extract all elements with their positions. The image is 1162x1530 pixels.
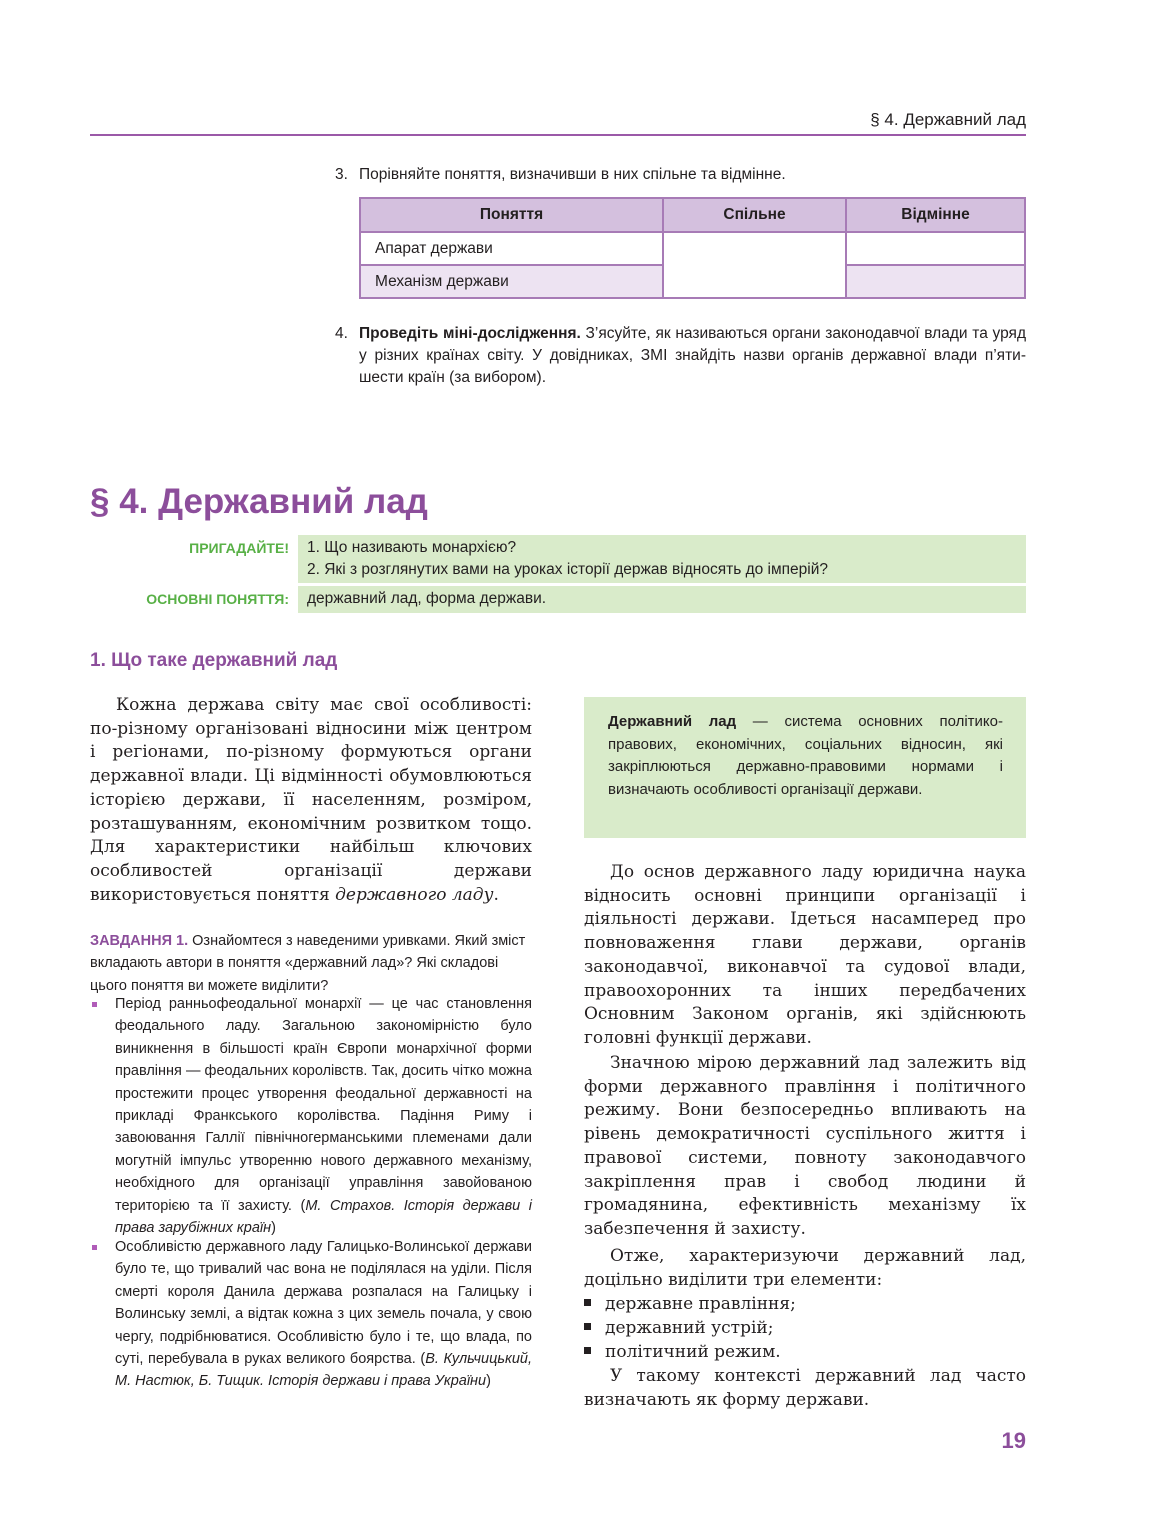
- right-paragraph-2: [584, 1052, 1026, 1242]
- bullet-marker: [92, 1002, 97, 1007]
- recall-label: ПРИГАДАЙТЕ!: [189, 540, 289, 556]
- bullet-marker: [92, 1245, 97, 1250]
- right-paragraph-2-text: Значною мірою державний лад залежить від форми державного правління і політичного режиму. Вони безпосередньо впливають на рівень демократичності суспільного життя і правової системи, повноту законодавчого закріплення прав і свобод людини й громадянина, ефективність механізму їх забезпечення й захисту.: [584, 1053, 1026, 1239]
- recall-item-2: 2. Які з розглянутих вами на уроках історії держав відносять до імперій?: [307, 561, 829, 578]
- task-3-number: 3.: [335, 166, 348, 183]
- running-header: § 4. Державний лад: [870, 110, 1026, 129]
- bullet-square: [584, 1323, 591, 1330]
- assignment: [90, 930, 532, 997]
- table-cell-concept: Апарат держави: [360, 232, 663, 265]
- list-item-text: політичний режим.: [605, 1342, 781, 1362]
- section-title: § 4. Державний лад: [90, 482, 428, 521]
- quote-2-source: В. Кульчицький, М. Настюк, Б. Тищик. Історія держави і права України: [115, 1351, 532, 1390]
- task-3: [335, 164, 1026, 186]
- list-item-text: державний устрій;: [605, 1318, 774, 1338]
- quote-1-source: М. Страхов. Історія держави і права зарубіжних країн: [115, 1197, 533, 1237]
- intro-paragraph: [90, 694, 532, 907]
- quote-1-text: Період ранньофеодальної монархії — це час становлення феодального ладу. Загальною закономірністю було виникнення в більшості країн Європи монархічної форми правління — феодальних королівств. Так, досить чітко можна простежити процес утворення феодальної державності на прикладі Франкського королівства. Падіння Риму і завоювання Галлії північногерманськими племенами дали могутній імпульс утворенню нового державного механізму, необхідного для організації управління завойованою територією та її захисту. (: [115, 996, 532, 1214]
- header-divider: [90, 134, 1026, 136]
- right-paragraph-4-text: У такому контексті державний лад часто визначають як форму держави.: [584, 1366, 1026, 1410]
- table-row: [360, 232, 1025, 265]
- right-paragraph-3-text: Отже, характеризуючи державний лад, доцільно виділити три елементи:: [584, 1246, 1026, 1290]
- definition-text: [608, 711, 1003, 801]
- intro-italic: державного ладу: [335, 884, 494, 905]
- comparison-table: [359, 197, 1026, 299]
- concepts-text: державний лад, форма держави.: [307, 590, 547, 607]
- task-3-text: Порівняйте поняття, визначивши в них спільне та відмінне.: [359, 166, 786, 183]
- assignment-label: ЗАВДАННЯ 1.: [90, 933, 189, 949]
- table-header-concept: Поняття: [360, 198, 663, 232]
- bullet-square: [584, 1299, 591, 1306]
- page-number: 19: [1001, 1428, 1026, 1453]
- definition-body: — система основних політико-правових, економічних, соціальних відносин, які закріплюються державно-правовими нормами і визначають особливості організації держави.: [608, 713, 1003, 798]
- definition-term: Державний лад: [608, 713, 737, 730]
- task-4-body: З’ясуйте, як називаються органи законодавчої влади та уряд у різних країнах світу. У довідниках, ЗМІ знайдіть назви органів державної влади п’яти-шести країн (за вибором).: [359, 325, 1026, 386]
- intro-text: Кожна держава світу має свої особливості: по-різному організовані відносини між центром і регіонами, по-різному формуються органи державної влади. Ці відмінності обумовлюються історією держави, її населенням, розміром, розташуванням, економічним розвитком тощо. Для характеристики найбільш ключових особливостей організації держави використовується поняття: [90, 695, 532, 905]
- table-header-common: Спільне: [663, 198, 846, 232]
- intro-end: .: [493, 884, 499, 905]
- table-cell-different[interactable]: [846, 232, 1025, 265]
- concepts-box: [298, 586, 1026, 613]
- subsection-title: 1. Що таке державний лад: [90, 650, 338, 671]
- quote-2: [115, 1236, 532, 1393]
- task-4-bold: Проведіть міні-дослідження.: [359, 325, 581, 342]
- quote-1: [115, 993, 532, 1239]
- task-4-number: 4.: [335, 325, 348, 342]
- assignment-text: Ознайомтеся з наведеними уривками. Який зміст вкладають автори в поняття «державний лад»? Які складові цього поняття ви можете виділити?: [90, 933, 526, 994]
- right-paragraph-3: [584, 1245, 1026, 1292]
- list-item: [584, 1293, 796, 1317]
- quote-2-close: ): [486, 1373, 491, 1390]
- concepts-label: ОСНОВНІ ПОНЯТТЯ:: [146, 591, 289, 607]
- list-item: [584, 1341, 781, 1365]
- task-4: [335, 323, 1026, 389]
- recall-item-1: 1. Що називають монархією?: [307, 539, 517, 556]
- table-cell-common[interactable]: [663, 232, 846, 298]
- task-4-text: [359, 323, 1026, 389]
- table-cell-different[interactable]: [846, 265, 1025, 298]
- definition-box: [584, 697, 1026, 838]
- right-paragraph-1: [584, 861, 1026, 1051]
- table-cell-concept: Механізм держави: [360, 265, 663, 298]
- quote-1-close: ): [271, 1220, 276, 1237]
- list-item-text: державне правління;: [605, 1294, 796, 1314]
- bullet-square: [584, 1347, 591, 1354]
- table-header-different: Відмінне: [846, 198, 1025, 232]
- recall-box: [298, 535, 1026, 583]
- right-paragraph-4: [584, 1365, 1026, 1412]
- table-header-row: [360, 198, 1025, 232]
- list-item: [584, 1317, 773, 1341]
- quote-2-text: Особливістю державного ладу Галицько-Волинської держави було те, що тривалий час вона не поділялася на уділи. Після смерті короля Данила держава розпалася на Галицьку і Волинську землі, а відтак кожна з цих земель почала, у свою чергу, подрібнюватися. Особливістю було і те, що влада, по суті, перебувала в руках великого боярства. (: [115, 1239, 532, 1368]
- right-paragraph-1-text: До основ державного ладу юридична наука відносить основні принципи організації і діяльності держави. Ідеться насамперед про повноваження глави держави, органів законодавчої, виконавчої та судової влади, правоохоронних та інших передбачених Основним Законом органів, які здійснюють головні функції держави.: [584, 862, 1026, 1048]
